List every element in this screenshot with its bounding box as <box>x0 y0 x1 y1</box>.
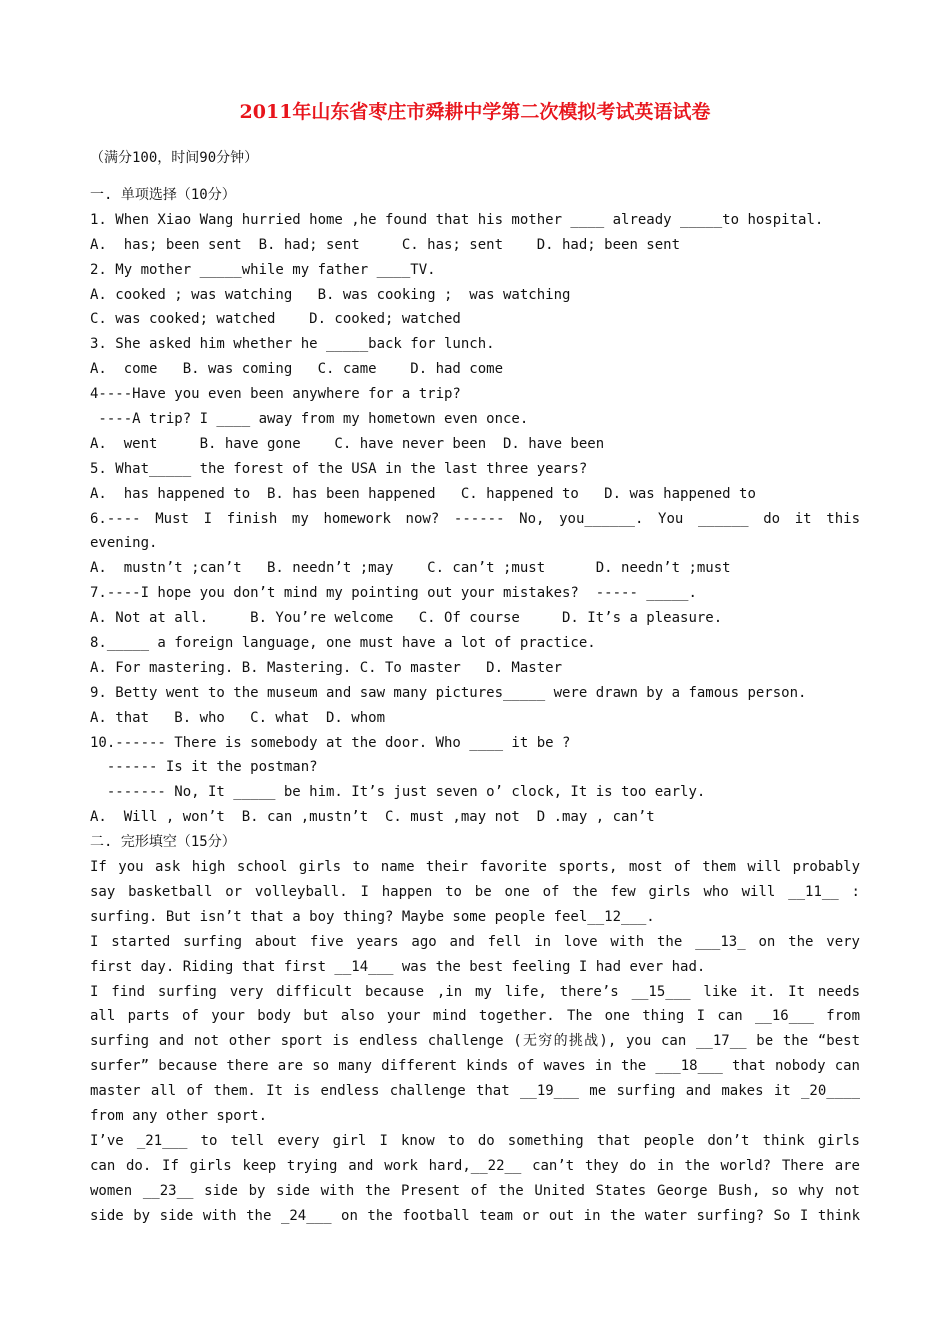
exam-text-line: 7.----I hope you don’t mind my pointing out your mistakes? ----- _____. <box>90 585 697 602</box>
exam-title: 2011年山东省枣庄市舜耕中学第二次模拟考试英语试卷 <box>239 101 711 123</box>
exam-text-line: 10.------ There is somebody at the door. Who ____ it be ? <box>90 734 571 751</box>
exam-text-line: 1. When Xiao Wang hurried home ,he found that his mother ____ already _____to hospital. <box>90 211 824 228</box>
exam-text-line: surfer” because there are so many different kinds of waves in the ___18___ that nobody can <box>90 1058 860 1075</box>
exam-text-line: I find surfing very difficult because ,in my life, there’s __15___ like it. It needs <box>90 983 860 1000</box>
exam-text-line: A. has; been sent B. had; sent C. has; sent D. had; been sent <box>90 236 681 253</box>
exam-text-line: A. Not at all. B. You’re welcome C. Of course D. It’s a pleasure. <box>90 610 723 627</box>
exam-text-line: ------- No, It _____ be him. It’s just seven o’ clock, It is too early. <box>90 784 706 801</box>
exam-text-line: surfing and not other sport is endless challenge (无穷的挑战), you can __17__ be the “best <box>90 1033 860 1050</box>
exam-text-line: 8._____ a foreign language, one must have a lot of practice. <box>90 635 596 652</box>
exam-text-line: 一. 单项选择（10分） <box>90 187 236 203</box>
exam-text-line: 二. 完形填空（15分） <box>90 834 236 851</box>
exam-text-line: A. has happened to B. has been happened C. happened to D. was happened to <box>90 485 756 502</box>
exam-text-line: I started surfing about five years ago and fell in love with the ___13_ on the very <box>90 933 860 950</box>
exam-text-line: 6.---- Must I finish my homework now? ------ No, you______. You ______ do it this <box>90 510 860 527</box>
exam-text-line: women __23__ side by side with the Present of the United States George Bush, so why not <box>90 1182 860 1199</box>
exam-text-line: first day. Riding that first __14___ was the best feeling I had ever had. <box>90 958 706 975</box>
exam-text-line: A. For mastering. B. Mastering. C. To master D. Master <box>90 659 563 676</box>
exam-text-line: A. went B. have gone C. have never been D. have been <box>90 435 605 452</box>
exam-text-line: 2. My mother _____while my father ____TV. <box>90 261 436 278</box>
exam-text-line: I’ve _21___ to tell every girl I know to do something that people don’t think girls <box>90 1132 860 1149</box>
exam-subtitle: （满分100，时间90分钟） <box>90 150 259 166</box>
exam-text-line: 3. She asked him whether he _____back for lunch. <box>90 336 495 353</box>
exam-text-line: can do. If girls keep trying and work hard,__22__ can’t they do in the world? There are <box>90 1157 860 1174</box>
exam-text-line: side by side with the _24___ on the football team or out in the water surfing? So I think <box>90 1207 860 1224</box>
exam-text-line: ------ Is it the postman? <box>90 759 318 776</box>
exam-text-line: surfing. But isn’t that a boy thing? Maybe some people feel__12___. <box>90 908 655 925</box>
exam-text-line: say basketball or volleyball. I happen to be one of the few girls who will __11__ : <box>90 883 860 900</box>
exam-body <box>90 183 860 1228</box>
exam-text-line: 9. Betty went to the museum and saw many pictures_____ were drawn by a famous person. <box>90 684 807 701</box>
exam-text-line: C. was cooked; watched D. cooked; watched <box>90 311 461 328</box>
exam-text-line: master all of them. It is endless challenge that __19___ me surfing and makes it _20____ <box>90 1083 860 1100</box>
exam-text-line: If you ask high school girls to name their favorite sports, most of them will probably <box>90 859 860 876</box>
exam-text-line: evening. <box>90 535 158 552</box>
exam-text-line: from any other sport. <box>90 1107 268 1124</box>
exam-text-line: A. Will , won’t B. can ,mustn’t C. must ,may not D .may , can’t <box>90 809 655 826</box>
exam-text-line: all parts of your body but also your mind together. The one thing I can __16___ from <box>90 1008 860 1025</box>
exam-text-line: A. mustn’t ;can’t B. needn’t ;may C. can’t ;must D. needn’t ;must <box>90 560 731 577</box>
exam-text-line: A. come B. was coming C. came D. had come <box>90 361 504 378</box>
exam-text-line: 5. What_____ the forest of the USA in the last three years? <box>90 460 588 477</box>
exam-text-line: A. cooked ; was watching B. was cooking ; was watching <box>90 286 571 303</box>
exam-text-line: A. that B. who C. what D. whom <box>90 709 386 726</box>
exam-text-line: ----A trip? I ____ away from my hometown even once. <box>90 411 529 428</box>
exam-text-line: 4----Have you even been anywhere for a trip? <box>90 386 461 403</box>
